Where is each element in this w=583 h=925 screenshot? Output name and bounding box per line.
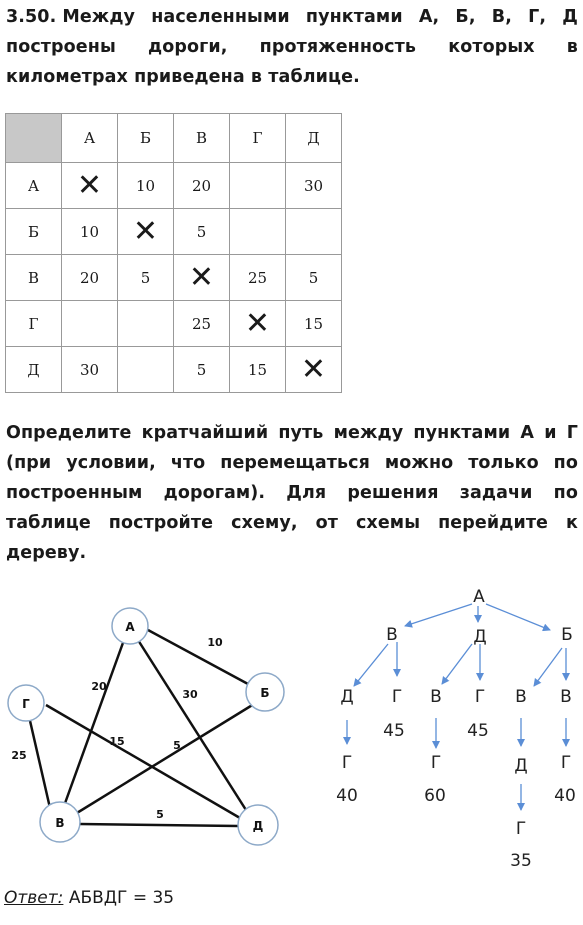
table-cell: 30	[286, 163, 342, 209]
table-header-cell: А	[62, 114, 118, 163]
table-header-cell: Б	[118, 114, 174, 163]
row-label: Б	[6, 209, 62, 255]
edge-v-d	[80, 824, 238, 826]
table-cell: 5	[286, 255, 342, 301]
tree-node-l3: Г	[341, 753, 353, 773]
tree-node-l1: В	[386, 625, 398, 645]
edge-weight-ab: 10	[207, 636, 223, 649]
table-cell: 15	[286, 301, 342, 347]
tree-node-l3: Г	[560, 753, 572, 773]
edge-g-v	[28, 712, 50, 808]
tree-sum: 40	[554, 786, 576, 806]
tree-arrow	[405, 604, 472, 626]
table-header-cell: Д	[286, 114, 342, 163]
edge-weight-av: 20	[91, 680, 107, 693]
answer-label: Ответ:	[4, 888, 64, 908]
edge-a-d	[138, 640, 246, 810]
tree-node-l2: В	[515, 687, 527, 707]
node-label-b: Б	[260, 686, 270, 700]
tree-node-l1: Д	[473, 627, 487, 647]
tree-node-l4: Г	[515, 819, 527, 839]
tree-arrow	[486, 604, 550, 630]
tree-node-l2: Г	[474, 687, 486, 707]
answer-value: АБВДГ = 35	[68, 888, 175, 908]
graph-scheme	[8, 608, 284, 845]
tree-arrow	[442, 644, 472, 684]
tree-node-l2: Г	[391, 687, 403, 707]
tree-sum: 45	[383, 721, 405, 741]
table-cell: 5	[118, 255, 174, 301]
table-header-cell: В	[174, 114, 230, 163]
table-cell: 15	[230, 347, 286, 393]
answer	[4, 888, 174, 908]
node-label-g: Г	[22, 697, 30, 711]
node-label-d: Д	[252, 819, 264, 833]
edge-weight-bv: 5	[173, 739, 181, 752]
table-cell: ✕	[174, 255, 230, 301]
table-cell: 5	[174, 347, 230, 393]
table-cell: 25	[174, 301, 230, 347]
tree-node-l3: Д	[514, 756, 528, 776]
table-cell: 5	[174, 209, 230, 255]
question-text: Определите кратчайший путь между пунктами А и Г (при условии, что перемещаться можно только по построенным дорогам). Для решения задачи по таблице постройте схему, от схемы перейдите к дереву.	[6, 423, 578, 563]
edge-g-d	[46, 705, 240, 818]
edge-weight-gv: 25	[11, 749, 27, 762]
tree-arrow	[534, 648, 562, 686]
tree-node-l3: Г	[430, 753, 442, 773]
table-cell: 10	[62, 209, 118, 255]
table-header-cell: Г	[230, 114, 286, 163]
tree-node-l2: Д	[340, 687, 354, 707]
edge-weight-ad: 30	[182, 688, 198, 701]
tree-sum: 40	[336, 786, 358, 806]
table-cell: 20	[174, 163, 230, 209]
row-label: Г	[6, 301, 62, 347]
row-label: В	[6, 255, 62, 301]
tree-sum: 60	[424, 786, 446, 806]
node-label-a: А	[125, 620, 135, 634]
table-cell: ✕	[286, 347, 342, 393]
edge-a-v	[64, 640, 124, 806]
table-cell: 10	[118, 163, 174, 209]
search-tree	[336, 587, 576, 871]
row-label: А	[6, 163, 62, 209]
table-cell: ✕	[118, 209, 174, 255]
edge-weight-gd: 15	[109, 735, 125, 748]
table-cell: 25	[230, 255, 286, 301]
tree-node-l2: В	[560, 687, 572, 707]
node-label-v: В	[55, 816, 65, 830]
tree-sum: 45	[467, 721, 489, 741]
tree-node-l1: Б	[561, 625, 573, 645]
edge-weight-vd: 5	[156, 808, 164, 821]
problem-text: Между населенными пунктами А, Б, В, Г, Д построены дороги, протяженность которых в километрах приведена в таблице.	[6, 7, 578, 87]
table-cell: ✕	[62, 163, 118, 209]
table-cell: 30	[62, 347, 118, 393]
tree-root: А	[473, 587, 485, 607]
table-cell: 20	[62, 255, 118, 301]
tree-arrow	[354, 644, 388, 686]
row-label: Д	[6, 347, 62, 393]
edge-b-v	[72, 704, 254, 816]
problem-number: 3.50.	[6, 7, 57, 27]
edge-a-b	[148, 630, 248, 684]
tree-sum: 35	[510, 851, 532, 871]
tree-node-l2: В	[430, 687, 442, 707]
table-cell: ✕	[230, 301, 286, 347]
